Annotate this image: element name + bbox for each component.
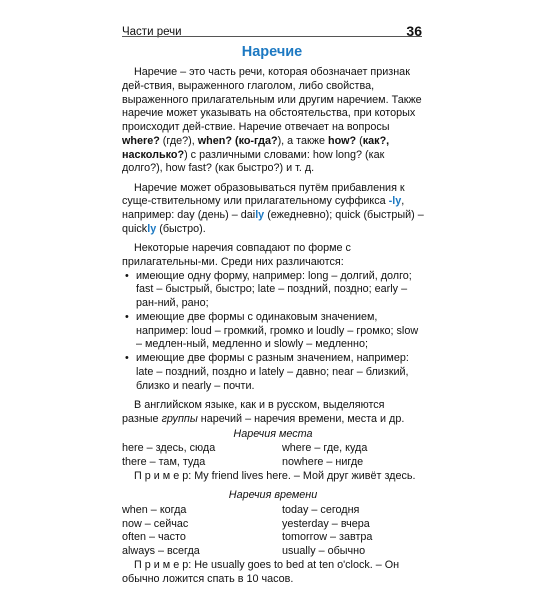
keyword-how: how? — [327, 134, 357, 147]
text-run: ( — [356, 134, 363, 147]
suffix-highlight: ly — [255, 209, 265, 222]
text-run: ), а также — [277, 134, 328, 147]
list-item-text: имеющие одну форму, например: long – долгий, долго; fast – быстрый, быстро; late – поздний, поздно; early – ран-ний, рано; — [136, 269, 412, 310]
text-run: (ежедневно); quick (быстрый) – quick — [122, 209, 424, 235]
word-pair: nowhere – нигде — [282, 456, 364, 469]
word-pair: yesterday – вчера — [282, 517, 370, 530]
page-number: 36 — [406, 23, 422, 39]
time-adverbs-table — [122, 504, 424, 559]
header-rule — [122, 36, 422, 37]
keyword-how-translation: как?, насколько? — [122, 134, 390, 161]
groups-paragraph — [122, 399, 424, 427]
list-item-text: имеющие две формы с одинаковым значением, например: loud – громкий, громко и loudly – громко; slow – медлен-ный, медленно и slowly – медленно; — [136, 310, 419, 351]
word-pair: when – когда — [122, 503, 187, 516]
place-example — [122, 470, 424, 484]
italic-word: группы — [161, 412, 198, 425]
bullet-mark: • — [125, 352, 129, 365]
time-example — [122, 559, 424, 587]
list-item-text: имеющие две формы с разным значением, например: late – поздний, поздно и lately – давно; near – близкий, близко и nearly – почти. — [136, 352, 409, 392]
bullet-mark: • — [125, 310, 129, 323]
text-run: (быстро). — [156, 222, 206, 235]
suffix-highlight: -ly — [388, 195, 402, 208]
forms-intro-paragraph: Некоторые наречия совпадают по форме с прилагательны-ми. Среди них различаются: — [122, 242, 351, 268]
place-adverbs-table — [122, 442, 424, 470]
bullet-mark: • — [125, 269, 129, 282]
word-pair: usually – обычно — [282, 545, 366, 558]
text-run: В английском языке, как и в русском, выделяются разные — [122, 399, 385, 425]
word-pair: now – сейчас — [122, 517, 189, 530]
time-adverbs-heading: Наречия времени — [228, 489, 318, 502]
word-pair: where – где, куда — [282, 442, 368, 455]
example-label: П р и м е р: — [134, 469, 192, 482]
section-title: Части речи — [122, 26, 182, 38]
word-pair: often – часто — [122, 531, 186, 544]
keyword-where: where? — [122, 134, 160, 147]
text-run: , например: day (день) – dai — [122, 195, 405, 222]
example-label: П р и м е р: — [134, 558, 192, 571]
definition-paragraph — [122, 66, 424, 176]
keyword-when-translation-end: гда? — [254, 134, 278, 147]
example-text: He usually goes to bed at ten o'clock. – Он обычно ложится спать в 10 часов. — [122, 558, 400, 585]
text-run: ) с различными словами: how long? (как долго?), how fast? (как быстро?) и т. д. — [122, 148, 385, 175]
page-title: Наречие — [241, 44, 303, 60]
list-item — [122, 311, 424, 352]
list-item — [122, 270, 424, 311]
list-item — [122, 352, 424, 393]
page-content — [122, 66, 424, 592]
word-pair: there – там, туда — [122, 456, 206, 469]
text-run: наречий – наречия времени, места и др. — [197, 412, 405, 425]
word-pair: always – всегда — [122, 545, 200, 558]
place-adverbs-heading: Наречия места — [233, 427, 313, 440]
word-pair: tomorrow – завтра — [282, 531, 373, 544]
running-head — [122, 16, 422, 38]
text-run: Наречие – это часть речи, которая обозначает признак дей-ствия, выраженного глаголом, либо свойства, выраженного прилагательным или другим наречием. Также наречие может указывать на обстоятельства, при которых происходит дей-ствие. Наречие отвечает на вопросы — [122, 66, 422, 133]
word-pair: today – сегодня — [282, 503, 360, 516]
word-pair: here – здесь, сюда — [122, 442, 216, 455]
example-text: My friend lives here. – Мой друг живёт здесь. — [191, 469, 416, 482]
keyword-when-translation: (ко- — [231, 134, 255, 147]
formation-paragraph — [122, 182, 424, 237]
keyword-when: when? — [197, 134, 232, 147]
text-run: Наречие может образовываться путём прибавления к суще-ствительному или прилагательному суффикса — [122, 181, 405, 208]
forms-list — [122, 270, 424, 394]
suffix-highlight: ly — [147, 222, 157, 235]
text-run: (где?), — [159, 134, 198, 147]
